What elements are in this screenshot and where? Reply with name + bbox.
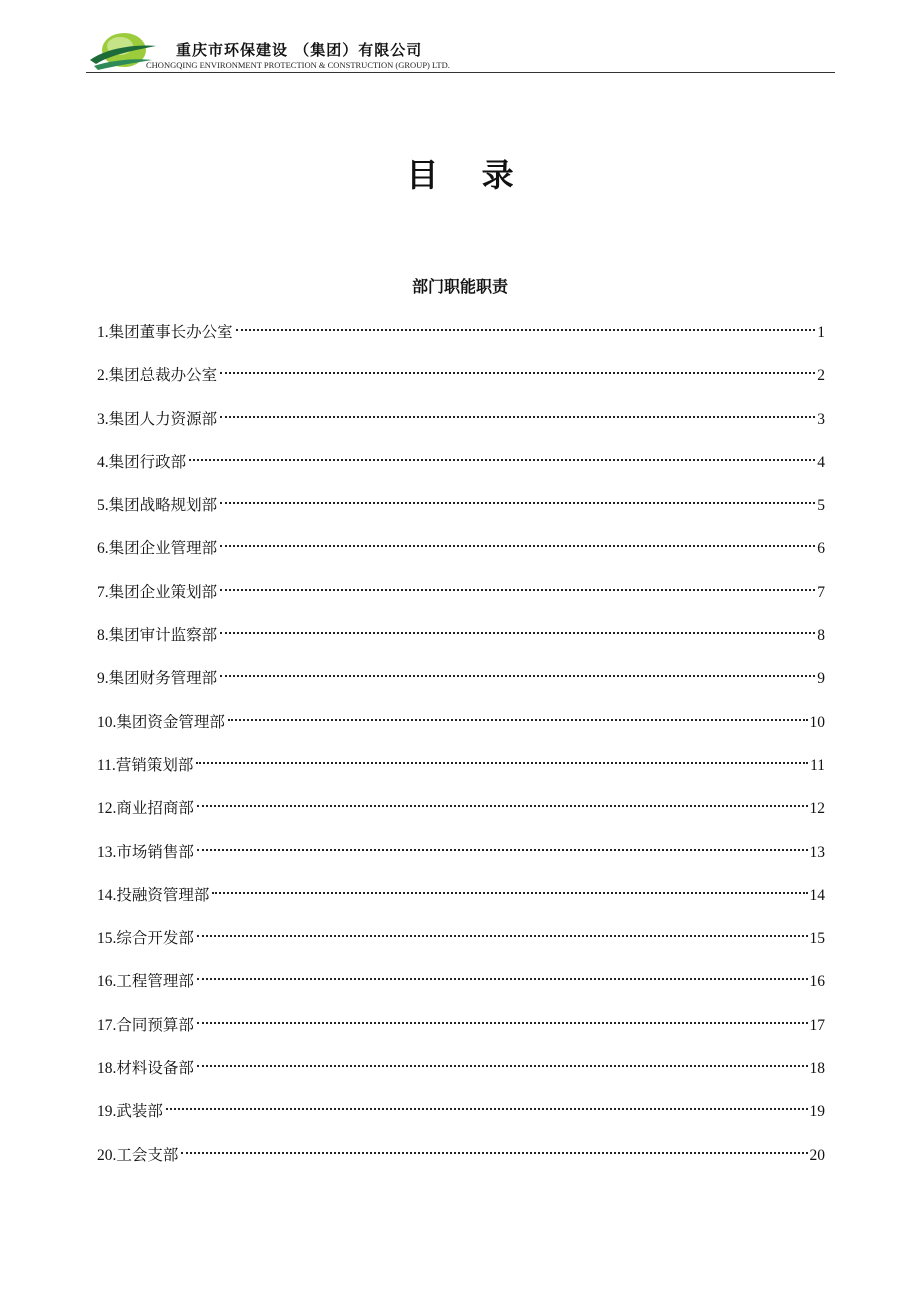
toc-entry-title: 集团行政部 [108,452,187,471]
toc-entry[interactable] [97,621,825,664]
page-header [86,30,835,76]
toc-entry-number: 5. [97,497,109,515]
toc-entry-page-number: 7 [817,583,825,601]
toc-entry[interactable] [97,361,825,404]
dot-leader [197,849,808,851]
toc-entry-page-number: 20 [809,1146,825,1164]
dot-leader [220,545,815,547]
toc-entry-number: 15. [97,930,117,948]
toc-entry[interactable] [97,924,825,967]
toc-entry-label [97,361,217,390]
toc-entry-number: 1. [97,324,109,341]
toc-entry-number: 4. [97,453,109,471]
toc-entry[interactable] [97,318,825,361]
toc-entry-label [97,708,225,737]
toc-entry-title: 综合开发部 [116,929,194,948]
toc-entry-label [97,1011,194,1040]
company-name-en: CHONGQING ENVIRONMENT PROTECTION & CONSTRUCTION (GROUP) LTD. [146,60,450,70]
toc-entry-title: 集团资金管理部 [116,712,225,731]
dot-leader [166,1108,808,1110]
toc-entry[interactable] [97,491,825,534]
dot-leader [197,1022,808,1024]
toc-entry-number: 14. [97,886,117,904]
dot-leader [220,675,815,677]
toc-entry-title: 工会支部 [116,1145,179,1164]
toc-entry-number: 3. [97,410,109,428]
dot-leader [197,1065,808,1067]
toc-entry-page-number: 15 [809,930,825,948]
toc-entry-label [97,664,217,693]
toc-entry[interactable] [97,967,825,1010]
toc-entry-label [97,318,233,347]
company-name-cn: 重庆市环保建设 （集团）有限公司 [176,41,423,59]
toc-entry-label [97,448,186,477]
toc-entry-label [97,1054,194,1083]
toc-entry-number: 13. [97,843,117,861]
toc-entry[interactable] [97,405,825,448]
toc-entry-page-number: 8 [817,627,825,645]
toc-entry-title: 集团企业管理部 [108,539,218,558]
toc-entry-title: 集团财务管理部 [108,669,218,688]
toc-entry-number: 12. [97,800,117,818]
toc-entry-label [97,881,209,910]
toc-entry-page-number: 19 [809,1103,825,1121]
toc-entry[interactable] [97,1141,825,1184]
section-title: 部门职能职责 [411,277,508,296]
dot-leader [189,459,815,461]
toc-entry[interactable] [97,578,825,621]
dot-leader [228,719,808,721]
toc-entry-page-number: 11 [810,756,825,774]
toc-entry-label [97,491,217,520]
dot-leader [220,372,815,374]
toc-entry-page-number: 6 [817,540,825,558]
toc-entry[interactable] [97,1097,825,1140]
toc-entry[interactable] [97,1054,825,1097]
toc-entry[interactable] [97,708,825,751]
toc-entry-number: 7. [97,583,109,601]
toc-entry-number: 16. [97,973,117,991]
toc-entry-page-number: 5 [817,497,825,515]
toc-entry-title: 集团战略规划部 [108,496,218,515]
dot-leader [212,892,807,894]
toc-entry-title: 工程管理部 [116,972,194,991]
toc-entry-title: 合同预算部 [116,1015,194,1034]
toc-entry-title: 武装部 [116,1102,163,1121]
toc-entry-title: 材料设备部 [116,1059,194,1078]
toc-entry-label [97,967,194,996]
toc-entry-page-number: 1 [817,324,825,341]
toc-entry-title: 营销策划部 [115,755,194,774]
toc-entry[interactable] [97,664,825,707]
toc-entry-page-number: 3 [817,410,825,428]
toc-entry-number: 11. [97,756,116,774]
toc-entry-number: 8. [97,627,109,645]
toc-entry-page-number: 17 [809,1016,825,1034]
dot-leader [196,762,808,764]
toc-entry-number: 19. [97,1103,117,1121]
dot-leader [220,416,815,418]
toc-entry-page-number: 12 [809,800,825,818]
toc-entry-number: 10. [97,713,117,731]
toc-entry[interactable] [97,534,825,577]
page-title: 目 录 [406,156,530,194]
toc-entry-label [97,1097,163,1126]
toc-entry-label [97,838,194,867]
toc-entry-title: 集团董事长办公室 [108,323,233,341]
toc-entry-number: 6. [97,540,109,558]
toc-entry-label [97,578,217,607]
toc-entry-number: 9. [97,670,109,688]
toc-entry-label [97,621,217,650]
toc-entry-label [97,924,194,953]
toc-entry-page-number: 2 [817,367,825,385]
toc-entry[interactable] [97,881,825,924]
toc-entry-title: 商业招商部 [116,799,194,818]
toc-entry-page-number: 16 [809,973,825,991]
toc-entry-title: 集团审计监察部 [108,626,218,645]
toc-entry-title: 集团企业策划部 [108,582,218,601]
toc-entry-label [97,1141,178,1170]
toc-entry[interactable] [97,838,825,881]
toc-entry-page-number: 18 [809,1060,825,1078]
toc-entry-number: 2. [97,367,109,385]
toc-entry-number: 18. [97,1060,117,1078]
toc-entry-title: 集团总裁办公室 [108,366,218,385]
dot-leader [197,935,808,937]
dot-leader [220,589,815,591]
toc-entry-label [97,794,194,823]
toc-entry-title: 市场销售部 [116,842,194,861]
toc-entry[interactable] [97,1011,825,1054]
toc-entry-title: 投融资管理部 [116,885,210,904]
dot-leader [220,502,815,504]
toc-entry-number: 17. [97,1016,117,1034]
toc-entry-page-number: 13 [809,843,825,861]
toc-entry-page-number: 4 [817,453,825,471]
header-divider [86,72,835,73]
table-of-contents [97,318,825,1184]
toc-entry-page-number: 10 [809,713,825,731]
toc-entry-number: 20. [97,1146,117,1164]
toc-entry[interactable] [97,751,825,794]
toc-entry-label [97,751,193,780]
dot-leader [181,1152,807,1154]
dot-leader [197,978,808,980]
dot-leader [197,805,808,807]
toc-entry-label [97,534,217,563]
toc-entry[interactable] [97,794,825,837]
toc-entry-page-number: 9 [817,670,825,688]
toc-entry-page-number: 14 [809,886,825,904]
toc-entry-title: 集团人力资源部 [108,409,218,428]
toc-entry[interactable] [97,448,825,491]
dot-leader [220,632,815,634]
toc-entry-label [97,405,217,434]
dot-leader [236,329,816,331]
